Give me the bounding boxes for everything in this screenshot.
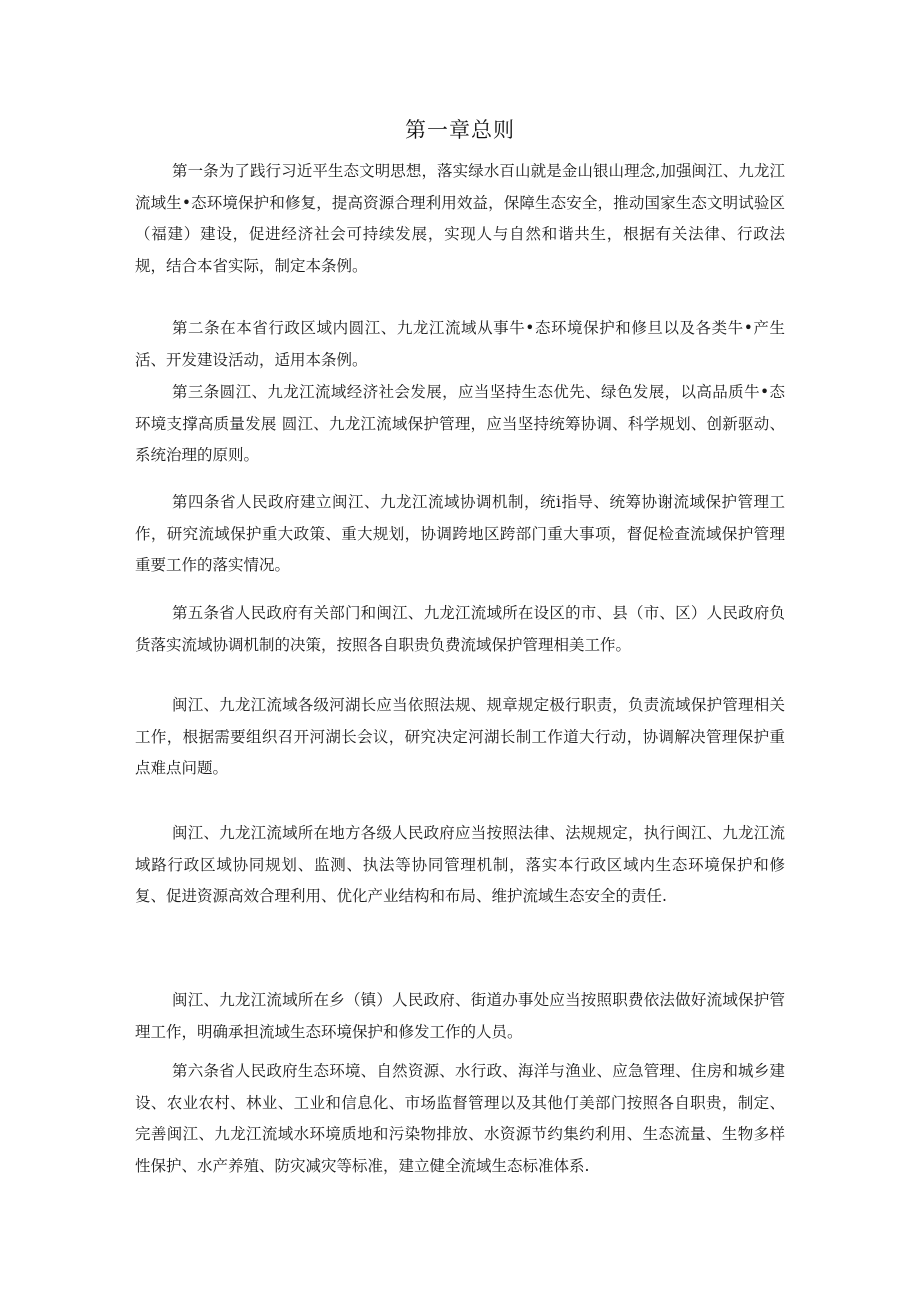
paragraph-article-5: 第五条省人民政府有关部门和闽江、九龙江流域所在设区的市、县（市、区）人民政府负货落实流域协调机制的决策，按照各自职贵负费流域保护管理相美工作。 [135,604,785,654]
paragraph-article-5-river-chiefs: 闽江、九龙江流域各级河湖长应当依照法规、规章规定极行职责，负责流域保护管理相关工作，根据需要组织召开河湖长会议，研究决定河湖长制工作道大行动，协调解决管理保护重点难点问题。 [135,696,785,777]
paragraph-article-3: 第三条圆江、九龙江流域经济社会发展，应当坚持生态优先、绿色发展，以高品质牛•态环境支撑高质量发展 圆江、九龙江流域保护管理，应当坚持统筹协调、科学规划、创新驱动、系统治理的原则。 [135,383,785,464]
paragraph-article-2: 第二条在本省行政区域内圆江、九龙江流域从事牛•态环境保护和修旦以及各类牛•产生活、开发建设活动，适用本条例。 [135,319,785,369]
paragraph-article-5-townships: 闽江、九龙江流域所在乡（镇）人民政府、街道办事处应当按照职费依法做好流域保护管理工作，明确承担流域生态环境保护和修发工作的人员。 [135,991,785,1041]
chapter-title: 第一章总则 [405,118,515,142]
paragraph-article-1: 第一条为了践行习近平生态文明思想，落实绿水百山就是金山银山理念,加强闽江、九龙江流域生•态环境保护和修复，提高资源合理利用效益，保障生态安全，推动国家生态文明试验区（福建）建设，促进经济社会可持续发展，实现人与自然和谐共生，根据有关法律、行政法规，结合本省实际，制定本条例。 [135,162,785,275]
paragraph-article-5-local-governments: 闽江、九龙江流域所在地方各级人民政府应当按照法律、法规规定，执行闽江、九龙江流域路行政区域协同规划、监测、执法等协同管理机制，落实本行政区域内生态环境保护和修复、促进资源高效合理利用、优化产业结构和布局、维护流域生态安全的责任. [135,824,785,905]
paragraph-article-6: 第六条省人民政府生态环境、自然资源、水行政、海洋与渔业、应急管理、住房和城乡建设、农业农村、林业、工业和信息化、市场监督管理以及其他仃美部门按照各自职贵，制定、完善闽江、九龙江流域水环境质地和污染物排放、水资源节约集约利用、生态流量、生物多样性保护、水产养殖、防灾减灾等标准，建立健全流域生态标准体系. [135,1062,785,1175]
paragraph-article-4: 第四条省人民政府建立闽江、九龙江流域协调机制，统i指导、统筹协谢流域保护管理工作，研究流域保护重大政策、重大规划，协调跨地区跨部门重大事项，督促检查流域保护管理重要工作的落实情况。 [135,493,785,574]
